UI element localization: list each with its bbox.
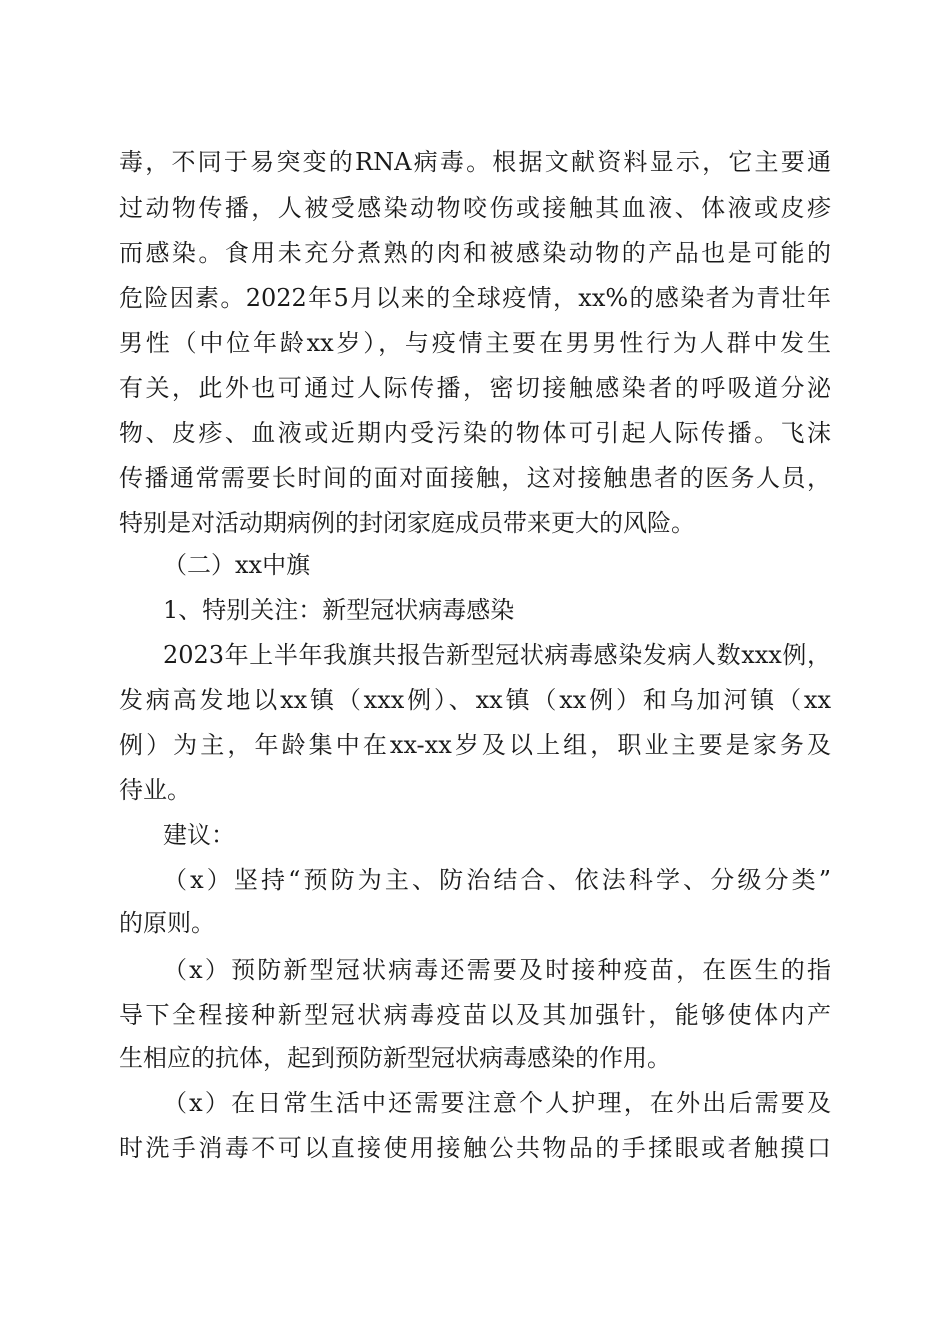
section-heading: （二）xx中旗 bbox=[163, 551, 311, 579]
text-line: 发病高发地以xx镇（xxx例）、xx镇（xx例）和乌加河镇（xx bbox=[119, 686, 831, 714]
subsection-heading: 1、特别关注：新型冠状病毒感染 bbox=[163, 596, 515, 624]
text-line: 有关，此外也可通过人际传播，密切接触感染者的呼吸道分泌 bbox=[119, 374, 831, 402]
text-line: 生相应的抗体，起到预防新型冠状病毒感染的作用。 bbox=[119, 1044, 671, 1072]
text-line: 例）为主，年龄集中在xx-xx岁及以上组，职业主要是家务及 bbox=[119, 731, 831, 759]
text-line: 而感染。食用未充分煮熟的肉和被感染动物的产品也是可能的 bbox=[119, 239, 831, 267]
text-line: 过动物传播，人被受感染动物咬伤或接触其血液、体液或皮疹 bbox=[119, 194, 831, 222]
text-line: 导下全程接种新型冠状病毒疫苗以及其加强针，能够使体内产 bbox=[119, 1001, 831, 1029]
text-line: 2023年上半年我旗共报告新型冠状病毒感染发病人数xxx例， bbox=[163, 641, 831, 669]
text-line: 待业。 bbox=[119, 776, 191, 804]
text-line: （x）坚持“预防为主、防治结合、依法科学、分级分类” bbox=[163, 866, 831, 894]
text-line: （x）预防新型冠状病毒还需要及时接种疫苗，在医生的指 bbox=[163, 956, 831, 984]
suggestion-label: 建议： bbox=[163, 821, 235, 849]
text-line: 时洗手消毒不可以直接使用接触公共物品的手揉眼或者触摸口 bbox=[119, 1134, 831, 1162]
text-line: 特别是对活动期病例的封闭家庭成员带来更大的风险。 bbox=[119, 509, 695, 537]
text-line: 传播通常需要长时间的面对面接触，这对接触患者的医务人员， bbox=[119, 464, 831, 492]
text-line: （x）在日常生活中还需要注意个人护理，在外出后需要及 bbox=[163, 1089, 831, 1117]
text-line: 的原则。 bbox=[119, 909, 215, 937]
text-line: 男性（中位年龄xx岁），与疫情主要在男男性行为人群中发生 bbox=[119, 329, 831, 357]
text-line: 毒，不同于易突变的RNA病毒。根据文献资料显示，它主要通 bbox=[119, 148, 831, 176]
text-line: 物、皮疹、血液或近期内受污染的物体可引起人际传播。飞沫 bbox=[119, 419, 831, 447]
text-line: 危险因素。2022年5月以来的全球疫情，xx%的感染者为青壮年 bbox=[119, 284, 831, 312]
